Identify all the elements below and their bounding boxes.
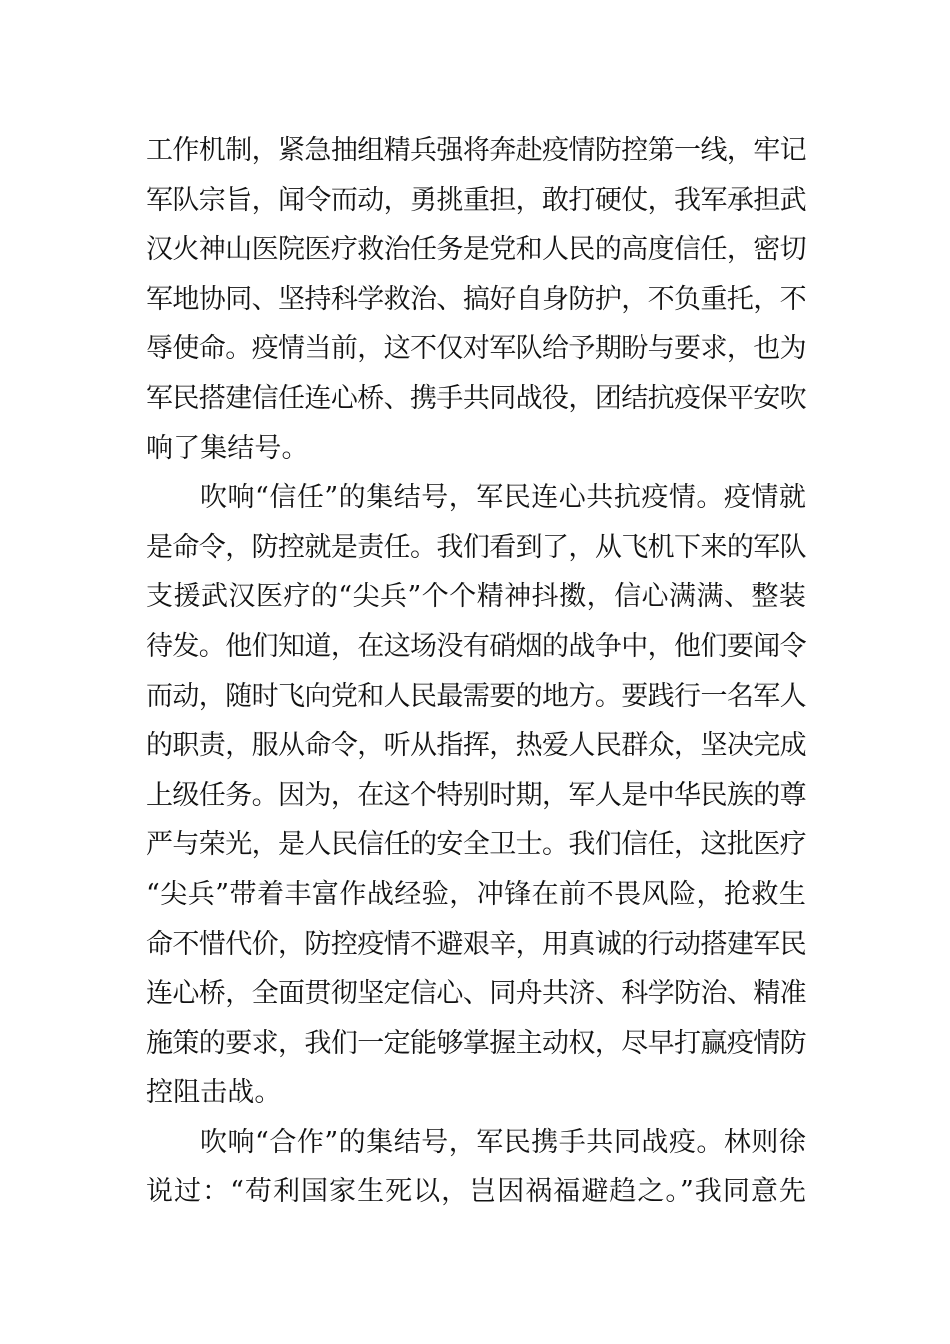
- body-text: [146, 126, 806, 1217]
- text-line: “尖兵”带着丰富作战经验，冲锋在前不畏风险，抢救生: [146, 878, 806, 910]
- paragraph-1: [146, 126, 806, 473]
- text-line: 说过：“苟利国家生死以，岂因祸福避趋之。”我同意先: [146, 1176, 806, 1208]
- text-line: 待发。他们知道，在这场没有硝烟的战争中，他们要闻令: [146, 630, 806, 662]
- text-line: 上级任务。因为，在这个特别时期，军人是中华民族的尊: [146, 779, 806, 811]
- paragraph-2: [146, 473, 806, 1118]
- text-line: 军地协同、坚持科学救治、搞好自身防护，不负重托，不: [146, 283, 806, 315]
- text-line: 工作机制，紧急抽组精兵强将奔赴疫情防控第一线，牢记: [146, 135, 806, 166]
- text-line: 汉火神山医院医疗救治任务是党和人民的高度信任，密切: [146, 234, 806, 266]
- text-line: 连心桥，全面贯彻坚定信心、同舟共济、科学防治、精准: [146, 978, 806, 1010]
- text-line: 严与荣光，是人民信任的安全卫士。我们信任，这批医疗: [146, 829, 806, 861]
- text-line: 响了集结号。: [146, 432, 309, 464]
- paragraph-3: [146, 1118, 806, 1217]
- text-line: 吹响“合作”的集结号，军民携手共同战疫。林则徐: [200, 1126, 806, 1158]
- text-line: 吹响“信任”的集结号，军民连心共抗疫情。疫情就: [200, 482, 806, 514]
- text-line: 军民搭建信任连心桥、携手共同战役，团结抗疫保平安吹: [146, 382, 806, 414]
- text-line: 辱使命。疫情当前，这不仅对军队给予期盼与要求，也为: [146, 333, 806, 365]
- text-line: 控阻击战。: [146, 1077, 282, 1109]
- text-line: 是命令，防控就是责任。我们看到了，从飞机下来的军队: [146, 531, 806, 563]
- text-line: 支援武汉医疗的“尖兵”个个精神抖擞，信心满满、整装: [146, 581, 806, 613]
- text-line: 而动，随时飞向党和人民最需要的地方。要践行一名军人: [146, 680, 806, 712]
- text-line: 命不惜代价，防控疫情不避艰辛，用真诚的行动搭建军民: [146, 928, 806, 960]
- text-line: 的职责，服从命令，听从指挥，热爱人民群众，坚决完成: [146, 730, 806, 762]
- text-line: 施策的要求，我们一定能够掌握主动权，尽早打赢疫情防: [146, 1027, 806, 1059]
- text-line: 军队宗旨，闻令而动，勇挑重担，敢打硬仗，我军承担武: [146, 184, 806, 216]
